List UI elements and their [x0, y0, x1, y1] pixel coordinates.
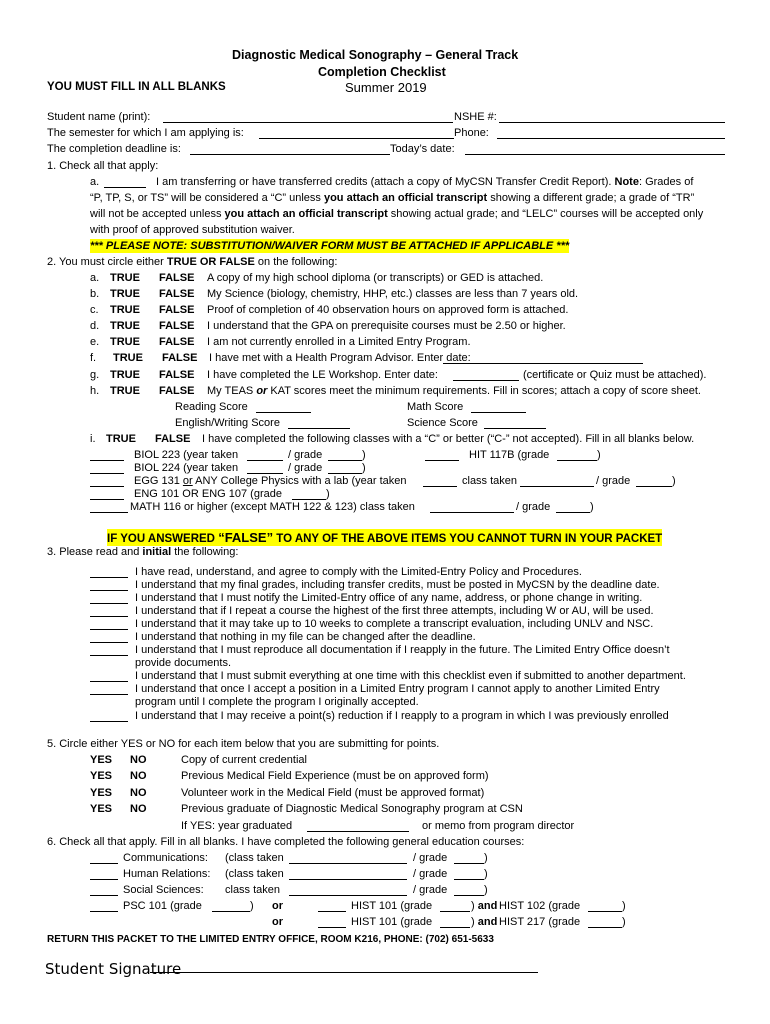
comm-grade-field[interactable] — [454, 852, 484, 864]
item-2a-false[interactable]: FALSE — [159, 272, 195, 284]
initial-field[interactable] — [90, 710, 128, 722]
item-2a-true[interactable]: TRUE — [110, 272, 140, 284]
math116-check-field[interactable] — [90, 501, 128, 513]
reading-score-label: Reading Score — [175, 401, 248, 413]
hit117b-check-field[interactable] — [425, 449, 459, 461]
initial-field[interactable] — [90, 566, 128, 578]
egg131-label: EGG 131 or ANY College Physics with a lab (year taken — [134, 475, 407, 487]
yes-option[interactable]: YES — [90, 754, 113, 766]
yes-option[interactable]: YES — [90, 770, 113, 782]
initial-field[interactable] — [90, 683, 128, 695]
initial-statement: I understand that I must reproduce all documentation if I reapply in the future. The Limited Entry Office doesn’t — [135, 644, 670, 656]
item-2b-true[interactable]: TRUE — [110, 288, 140, 300]
biol223-year-field[interactable] — [247, 449, 283, 461]
memo-label: or memo from program director — [422, 820, 575, 832]
biol224-grade-field[interactable] — [328, 462, 362, 474]
item-2c-false[interactable]: FALSE — [159, 304, 195, 316]
human-label: Human Relations: — [123, 868, 211, 880]
paren: ) — [484, 884, 488, 896]
item-2g-text: I have completed the LE Workshop. Enter date: — [207, 369, 438, 381]
item-2d-true[interactable]: TRUE — [110, 320, 140, 332]
initial-statement: I understand that nothing in my file can be changed after the deadline. — [135, 631, 476, 643]
nshe-field[interactable] — [499, 111, 725, 123]
item-1a-text: I am transferring or have transferred credits (attach a copy of MyCSN Transfer Credit Report). Note: Grades of — [156, 176, 694, 188]
hist217-label: HIST 217 (grade — [499, 916, 581, 928]
hist101-label-1: HIST 101 (grade — [351, 900, 433, 912]
science-score-label: Science Score — [407, 417, 478, 429]
item-2h-false[interactable]: FALSE — [159, 385, 195, 397]
egg131-check-field[interactable] — [90, 475, 124, 487]
biol224-check-field[interactable] — [90, 462, 124, 474]
math116-class-field[interactable] — [430, 501, 514, 513]
item-1a-text-line2: “P, TP, S, or TS” will be considered a “C” unless you attach an official transcript showing a different grade; a grade of “TR” — [90, 192, 695, 204]
initial-statement: I understand that I must submit everything at one time with this checklist even if submitted to another department. — [135, 670, 686, 682]
item-2f-false[interactable]: FALSE — [162, 352, 198, 364]
initial-field[interactable] — [90, 592, 128, 604]
item-2g-label: g. — [90, 369, 100, 381]
math-score-field[interactable] — [471, 401, 526, 413]
section-3-heading: 3. Please read and initial the following: — [47, 546, 239, 558]
item-2d-label: d. — [90, 320, 100, 332]
phone-field[interactable] — [497, 127, 725, 139]
paren: ) — [597, 449, 601, 461]
item-2i-true[interactable]: TRUE — [106, 433, 136, 445]
item-2g-false[interactable]: FALSE — [159, 369, 195, 381]
math116-grade-field[interactable] — [556, 501, 590, 513]
section-6-heading: 6. Check all that apply. Fill in all blanks. I have completed the following general education courses: — [47, 836, 525, 848]
section-5-heading: 5. Circle either YES or NO for each item below that you are submitting for points. — [47, 738, 440, 750]
item-1a-text-line4: with proof of approved substitution waiver. — [90, 224, 295, 236]
student-name-label: Student name (print): — [47, 111, 151, 123]
biol223-check-field[interactable] — [90, 449, 124, 461]
item-2a-text: A copy of my high school diploma (or transcripts) or GED is attached. — [207, 272, 544, 284]
deadline-field[interactable] — [190, 143, 390, 155]
yes-option[interactable]: YES — [90, 803, 113, 815]
psc-label: PSC 101 (grade — [123, 900, 202, 912]
return-instructions: RETURN THIS PACKET TO THE LIMITED ENTRY OFFICE, ROOM K216, PHONE: (702) 651-5633 — [47, 934, 494, 945]
comm-label: Communications: — [123, 852, 208, 864]
paren: ) — [622, 900, 626, 912]
today-label: Today’s date: — [390, 143, 455, 155]
signature-field[interactable] — [150, 962, 538, 973]
comm-check-field[interactable] — [90, 852, 118, 864]
initial-statement: I understand that it may take up to 10 weeks to complete a transcript evaluation, including UNLV and NSC. — [135, 618, 654, 630]
biol223-label: BIOL 223 (year taken — [134, 449, 239, 461]
item-1a-label: a. — [90, 176, 100, 188]
today-field[interactable] — [465, 143, 725, 155]
initial-field[interactable] — [90, 605, 128, 617]
paren: ) — [622, 916, 626, 928]
term-label: Summer 2019 — [345, 80, 427, 95]
item-2i-label: i. — [90, 433, 96, 445]
initial-field[interactable] — [90, 618, 128, 630]
hist101-check-field-2[interactable] — [318, 916, 346, 928]
paren: ) — [250, 900, 254, 912]
initial-statement: I understand that I must notify the Limited-Entry office of any name, address, or phone change in writing. — [135, 592, 643, 604]
initial-field[interactable] — [90, 579, 128, 591]
reading-score-field[interactable] — [256, 401, 311, 413]
workshop-date-field[interactable] — [453, 369, 519, 381]
if-yes-label: If YES: year graduated — [181, 820, 293, 832]
no-option[interactable]: NO — [130, 754, 147, 766]
no-option[interactable]: NO — [130, 787, 147, 799]
student-name-field[interactable] — [163, 111, 453, 123]
item-2c-text: Proof of completion of 40 observation hours on approved form is attached. — [207, 304, 569, 316]
section-2-heading: 2. You must circle either TRUE OR FALSE on the following: — [47, 256, 338, 268]
item-2i-false[interactable]: FALSE — [155, 433, 191, 445]
social-class-field[interactable] — [289, 884, 407, 896]
initial-statement: program until I complete the program I originally accepted. — [135, 696, 419, 708]
or-label-1: or — [272, 900, 283, 912]
item-2e-label: e. — [90, 336, 100, 348]
egg131-year-field[interactable] — [423, 475, 457, 487]
hist101-grade-field-2[interactable] — [440, 916, 470, 928]
initial-field[interactable] — [90, 670, 128, 682]
social-check-field[interactable] — [90, 884, 118, 896]
biol224-label: BIOL 224 (year taken — [134, 462, 239, 474]
english-score-field[interactable] — [288, 417, 350, 429]
math116-grade-label: / grade — [516, 501, 551, 513]
hit117b-grade-field[interactable] — [557, 449, 597, 461]
eng101-grade-field[interactable] — [292, 488, 326, 500]
social-grade-field[interactable] — [454, 884, 484, 896]
human-grade-label: / grade — [413, 868, 448, 880]
item-1a-check-field[interactable] — [104, 176, 146, 188]
item-2e-true[interactable]: TRUE — [110, 336, 140, 348]
psc-grade-field[interactable] — [212, 900, 250, 912]
item-2i-text: I have completed the following classes with a “C” or better (“C-” not accepted). Fill in all blanks below. — [202, 433, 695, 445]
section-1-heading: 1. Check all that apply: — [47, 160, 159, 172]
points-item-text: Previous Medical Field Experience (must be on approved form) — [181, 770, 489, 782]
item-2b-label: b. — [90, 288, 100, 300]
item-1a-text-line3: will not be accepted unless you attach an official transcript showing actual grade; and “LELC” courses will be accepted only — [90, 208, 704, 220]
egg131-grade-label: / grade — [596, 475, 631, 487]
hist102-label: HIST 102 (grade — [499, 900, 581, 912]
item-2c-label: c. — [90, 304, 99, 316]
item-2e-false[interactable]: FALSE — [159, 336, 195, 348]
hist101-label-2: HIST 101 (grade — [351, 916, 433, 928]
social-class-label: class taken — [225, 884, 281, 896]
initial-field[interactable] — [90, 631, 128, 643]
item-2d-false[interactable]: FALSE — [159, 320, 195, 332]
hit117b-label: HIT 117B (grade — [469, 449, 550, 461]
biol223-grade-field[interactable] — [328, 449, 362, 461]
social-label: Social Sciences: — [123, 884, 204, 896]
points-item-text: Copy of current credential — [181, 754, 307, 766]
item-2d-text: I understand that the GPA on prerequisite courses must be 2.50 or higher. — [207, 320, 566, 332]
substitution-waiver-notice: *** PLEASE NOTE: SUBSTITUTION/WAIVER FORM MUST BE ATTACHED IF APPLICABLE *** — [90, 240, 570, 252]
item-2b-false[interactable]: FALSE — [159, 288, 195, 300]
initial-statement: I understand that I may receive a point(s) reduction if I reapply to a program in which I was previously enrolled — [135, 710, 669, 722]
item-2h-true[interactable]: TRUE — [110, 385, 140, 397]
item-2c-true[interactable]: TRUE — [110, 304, 140, 316]
comm-class-label: (class taken — [225, 852, 284, 864]
item-2f-true[interactable]: TRUE — [113, 352, 143, 364]
english-score-label: English/Writing Score — [175, 417, 280, 429]
science-score-field[interactable] — [484, 417, 546, 429]
item-2h-label: h. — [90, 385, 100, 397]
item-2h-text: My TEAS or KAT scores meet the minimum requirements. Fill in scores; attach a copy of score sheet. — [207, 385, 701, 397]
item-2b-text: My Science (biology, chemistry, HHP, etc.) classes are less than 7 years old. — [207, 288, 579, 300]
biol223-grade-label: / grade — [288, 449, 323, 461]
signature-label: Student Signature — [45, 960, 182, 978]
egg131-class-field[interactable] — [520, 475, 594, 487]
paren: ) — [484, 868, 488, 880]
paren: ) — [590, 501, 594, 513]
hist-and-2: ) and — [471, 916, 498, 928]
advisor-date-blank[interactable] — [443, 352, 643, 367]
nshe-label: NSHE #: — [454, 111, 497, 123]
initial-statement: I understand that if I repeat a course the highest of the first three attempts, including W or AU, will be used. — [135, 605, 654, 617]
hist101-grade-field-1[interactable] — [440, 900, 470, 912]
human-class-field[interactable] — [289, 868, 407, 880]
initial-statement: I understand that my final grades, including transfer credits, must be posted in MyCSN by the deadline date. — [135, 579, 660, 591]
semester-label: The semester for which I am applying is: — [47, 127, 244, 139]
comm-grade-label: / grade — [413, 852, 448, 864]
item-2a-label: a. — [90, 272, 100, 284]
paren: ) — [362, 449, 366, 461]
paren: ) — [362, 462, 366, 474]
document-title: Diagnostic Medical Sonography – General Track — [232, 48, 519, 62]
points-item-text: Volunteer work in the Medical Field (must be approved format) — [181, 787, 485, 799]
human-grade-field[interactable] — [454, 868, 484, 880]
item-2e-text: I am not currently enrolled in a Limited Entry Program. — [207, 336, 471, 348]
item-2f-label: f. — [90, 352, 97, 364]
hist217-grade-field[interactable] — [588, 916, 622, 928]
hist102-grade-field[interactable] — [588, 900, 622, 912]
phone-label: Phone: — [454, 127, 489, 139]
document-subtitle: Completion Checklist — [318, 65, 446, 79]
egg131-class-label: class taken — [462, 475, 518, 487]
paren: ) — [326, 488, 330, 500]
initial-field[interactable] — [90, 644, 128, 656]
workshop-tail-text: (certificate or Quiz must be attached). — [523, 369, 707, 381]
math116-label: MATH 116 or higher (except MATH 122 & 123) class taken — [130, 501, 415, 513]
math-score-label: Math Score — [407, 401, 464, 413]
biol224-grade-label: / grade — [288, 462, 323, 474]
initial-statement: provide documents. — [135, 657, 231, 669]
biol224-year-field[interactable] — [247, 462, 283, 474]
yes-option[interactable]: YES — [90, 787, 113, 799]
psc-check-field[interactable] — [90, 900, 118, 912]
hist101-check-field-1[interactable] — [318, 900, 346, 912]
initial-statement: I have read, understand, and agree to comply with the Limited-Entry Policy and Procedures. — [135, 566, 582, 578]
false-answer-warning: IF YOU ANSWERED “FALSE” TO ANY OF THE ABOVE ITEMS YOU CANNOT TURN IN YOUR PACKET — [107, 530, 663, 545]
semester-field[interactable] — [259, 127, 454, 139]
egg131-grade-field[interactable] — [636, 475, 672, 487]
eng101-label: ENG 101 OR ENG 107 (grade — [134, 488, 282, 500]
comm-class-field[interactable] — [289, 852, 407, 864]
fill-all-blanks-notice: YOU MUST FILL IN ALL BLANKS — [47, 81, 226, 93]
item-2g-true[interactable]: TRUE — [110, 369, 140, 381]
eng101-check-field[interactable] — [90, 488, 124, 500]
paren: ) — [672, 475, 676, 487]
social-grade-label: / grade — [413, 884, 448, 896]
points-item-text: Previous graduate of Diagnostic Medical Sonography program at CSN — [181, 803, 523, 815]
item-2f-text: I have met with a Health Program Advisor. Enter date: — [209, 352, 471, 364]
no-option[interactable]: NO — [130, 770, 147, 782]
year-graduated-field[interactable] — [307, 820, 409, 832]
deadline-label: The completion deadline is: — [47, 143, 181, 155]
human-check-field[interactable] — [90, 868, 118, 880]
or-label-2: or — [272, 916, 283, 928]
paren: ) — [484, 852, 488, 864]
hist-and-1: ) and — [471, 900, 498, 912]
no-option[interactable]: NO — [130, 803, 147, 815]
initial-statement: I understand that once I accept a position in a Limited Entry program I cannot apply to another Limited Entry — [135, 683, 660, 695]
human-class-label: (class taken — [225, 868, 284, 880]
